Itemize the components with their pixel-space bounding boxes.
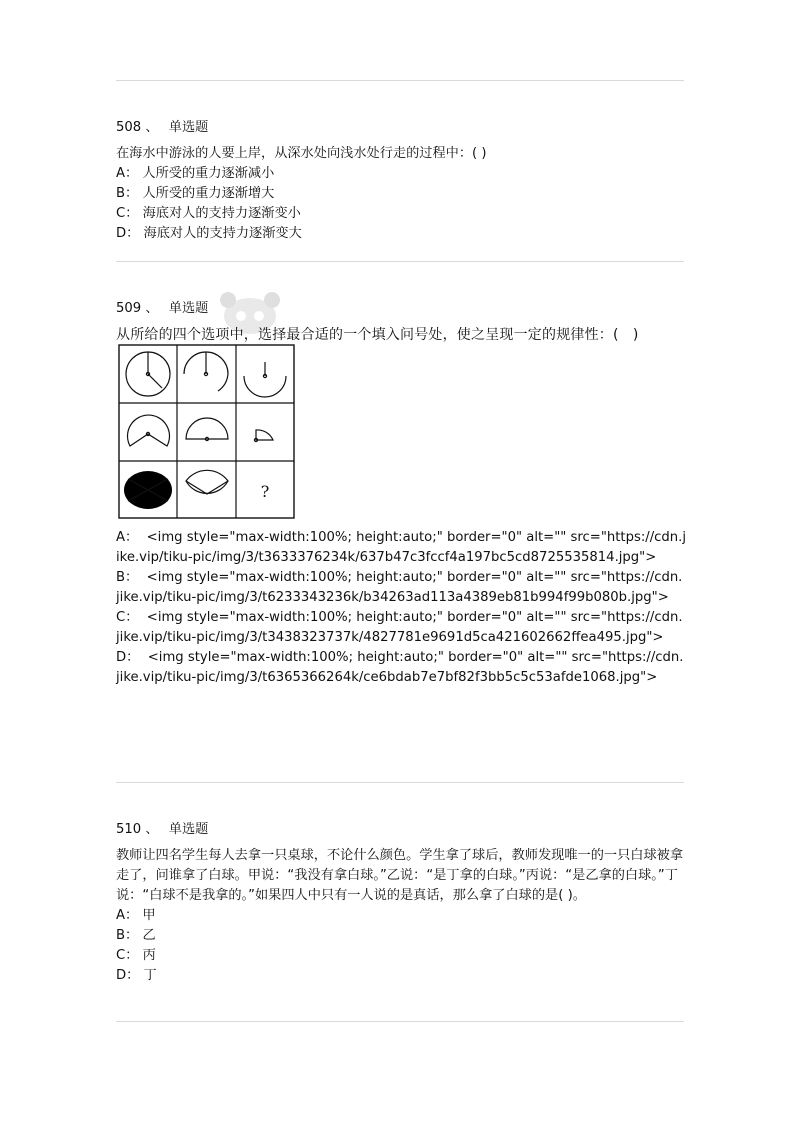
question-type: 单选题 [168,301,209,316]
option-a[interactable] [116,528,686,568]
option-c[interactable] [116,608,686,648]
option-text: 乙 [142,928,156,943]
question-stem: 教师让四名学生每人去拿一只桌球，不论什么颜色。学生拿了球后，教师发现唯一的一只白球被拿走了，问谁拿了白球。甲说：“我没有拿白球。”乙说：“是丁拿的白球。”丙说：“是乙拿的白球。”丁说：“白球不是我拿的。”如果四人中只有一人说的是真话，那么拿了白球的是( )。 [116,848,684,903]
option-text: <img style="max-width:100%; height:auto;" border="0" alt="" src="https://cdn.jike.vip/tiku-pic/img/3/t6365366264k/ce6bdab7e7bf82f3bb5c5c53afde1068.jpg"> [116,650,684,685]
option-text: <img style="max-width:100%; height:auto;" border="0" alt="" src="https://cdn.jike.vip/tiku-pic/img/3/t3633376234k/637b47c3fccf4a197bc5cd8725535814.jpg"> [116,530,687,565]
cell-bowtie-ellipse [124,471,172,509]
option-text: 海底对人的支持力逐渐变大 [143,226,302,241]
option-c[interactable] [116,946,686,966]
question-number: 509 [116,301,142,316]
option-b[interactable] [116,568,686,608]
cell-half-circle [244,362,286,397]
question-number: 508 [116,120,142,135]
option-key: D： [116,650,140,665]
option-key: A： [116,530,139,545]
option-key: D： [116,968,140,983]
option-b[interactable] [116,184,686,204]
divider [116,782,684,783]
question-header [116,820,686,840]
option-a[interactable] [116,906,686,926]
option-key: C： [116,206,139,221]
option-key: C： [116,948,139,963]
divider [116,80,684,81]
option-b[interactable] [116,926,686,946]
option-text: 人所受的重力逐渐减小 [142,166,275,181]
option-key: B： [116,570,139,585]
option-key: B： [116,928,139,943]
question-separator: 、 [145,301,159,316]
divider [116,1021,684,1022]
cell-pacman-shape [128,415,170,446]
puzzle-figure [118,344,296,520]
cell-fan-shape [186,470,228,494]
option-key: D： [116,226,140,241]
option-d[interactable] [116,648,686,688]
question-header [116,118,686,138]
divider [116,261,684,262]
cell-semicircle-wedge [186,418,228,441]
option-d[interactable] [116,224,686,244]
option-text: 丙 [142,948,156,963]
option-key: C： [116,610,139,625]
question-508 [116,118,686,244]
question-type: 单选题 [168,120,209,135]
question-stem: 在海水中游泳的人要上岸，从深水处向浅水处行走的过程中：( ) [116,146,487,161]
cell-three-quarter-circle [184,352,228,391]
option-key: A： [116,908,139,923]
question-509-options [116,528,686,688]
question-separator: 、 [145,822,159,837]
option-text: <img style="max-width:100%; height:auto;" border="0" alt="" src="https://cdn.jike.vip/tiku-pic/img/3/t3438323737k/4827781e9691d5ca421602662ffea495.jpg"> [116,610,683,645]
option-c[interactable] [116,204,686,224]
option-key: A： [116,166,139,181]
question-number: 510 [116,822,142,837]
option-text: 甲 [142,908,156,923]
question-mark: ? [260,482,270,501]
cell-full-circle [126,352,170,396]
question-type: 单选题 [168,822,209,837]
question-header [116,299,686,319]
option-text: 海底对人的支持力逐渐变小 [142,206,301,221]
question-separator: 、 [145,120,159,135]
question-510 [116,820,686,986]
option-text: 丁 [143,968,157,983]
option-d[interactable] [116,966,686,986]
option-text: 人所受的重力逐渐增大 [142,186,275,201]
option-key: B： [116,186,139,201]
cell-quarter-wedge [254,430,273,442]
option-a[interactable] [116,164,686,184]
question-stem: 从所给的四个选项中，选择最合适的一个填入问号处，使之呈现一定的规律性：( ) [116,327,639,343]
option-text: <img style="max-width:100%; height:auto;" border="0" alt="" src="https://cdn.jike.vip/tiku-pic/img/3/t6233343236k/b34263ad113a4389eb81b994f99b080b.jpg"> [116,570,683,605]
question-509 [116,299,686,345]
